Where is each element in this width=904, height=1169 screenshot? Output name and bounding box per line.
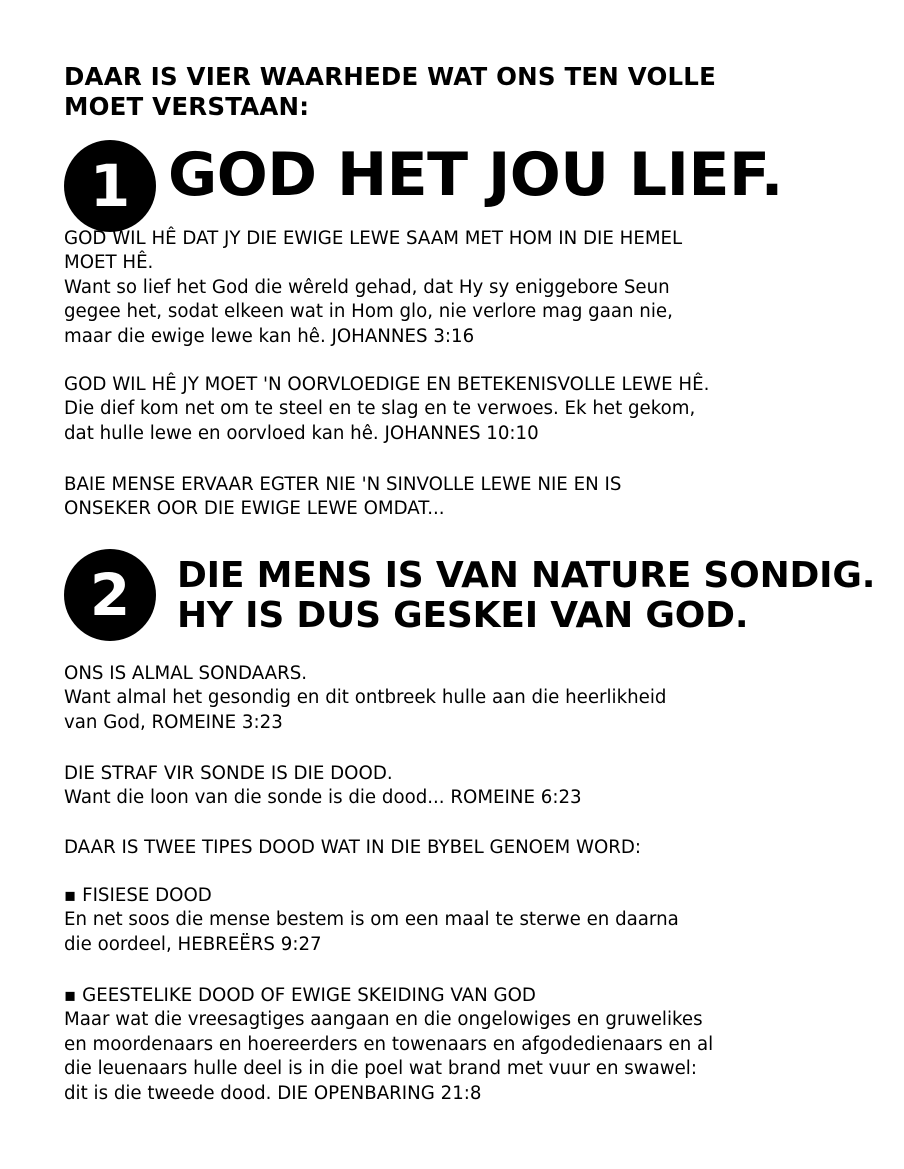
section-line: MOET HÊ. [64, 252, 154, 274]
section-line: Want almal het gesondig en dit ontbreek hulle aan die heerlikheid [64, 687, 667, 709]
section-line: En net soos die mense bestem is om een maal te sterwe en daarna [64, 909, 679, 931]
section-physical-death [64, 884, 679, 957]
section-line: dit is die tweede dood. DIE OPENBARING 21:8 [64, 1082, 482, 1104]
point-2-heading-line: DIE MENS IS VAN NATURE SONDIG. [177, 555, 876, 596]
section-line: Die dief kom net om te steel en te slag en te verwoes. Ek het gekom, [64, 398, 696, 420]
point-2-heading-line: HY IS DUS GESKEI VAN GOD. [177, 595, 749, 636]
section-line: Want die loon van die sonde is die dood... ROMEINE 6:23 [64, 787, 582, 809]
section-line: DIE STRAF VIR SONDE IS DIE DOOD. [64, 763, 393, 784]
section-transition [64, 473, 621, 522]
section-spiritual-death [64, 984, 713, 1106]
point-1-heading: GOD HET JOU LIEF. [168, 140, 783, 210]
section-line: BAIE MENSE ERVAAR EGTER NIE 'N SINVOLLE LEWE NIE EN IS [64, 474, 622, 495]
section-line: ONS IS ALMAL SONDAARS. [64, 663, 308, 684]
number-badge-1 [64, 140, 156, 232]
section-two-types [64, 836, 641, 860]
bullet-heading: ▪ FISIESE DOOD [64, 885, 212, 906]
intro-line: DAAR IS VIER WAARHEDE WAT ONS TEN VOLLE [64, 62, 717, 91]
point-2-heading [177, 556, 875, 636]
section-penalty-death [64, 762, 582, 811]
section-all-sinners [64, 662, 666, 735]
section-line: die leuenaars hulle deel is in die poel wat brand met vuur en swawel: [64, 1058, 697, 1080]
section-line: Maar wat die vreesagtiges aangaan en die ongelowiges en gruwelikes [64, 1009, 703, 1031]
section-god-wants-eternal-life [64, 227, 682, 349]
bullet-heading: ▪ GEESTELIKE DOOD OF EWIGE SKEIDING VAN GOD [64, 985, 536, 1006]
number-badge-2 [64, 549, 156, 641]
section-line: DAAR IS TWEE TIPES DOOD WAT IN DIE BYBEL GENOEM WORD: [64, 837, 642, 858]
section-line: die oordeel, HEBREËRS 9:27 [64, 933, 322, 955]
section-line: en moordenaars en hoereerders en towenaars en afgodedienaars en al [64, 1033, 714, 1055]
section-line: GOD WIL HÊ DAT JY DIE EWIGE LEWE SAAM MET HOM IN DIE HEMEL [64, 228, 683, 249]
section-line: dat hulle lewe en oorvloed kan hê. JOHANNES 10:10 [64, 422, 539, 444]
intro-heading [64, 62, 716, 122]
section-abundant-life [64, 373, 709, 446]
number-badge-label: 1 [89, 152, 131, 220]
section-line: maar die ewige lewe kan hê. JOHANNES 3:16 [64, 325, 475, 347]
section-line: GOD WIL HÊ JY MOET 'N OORVLOEDIGE EN BETEKENISVOLLE LEWE HÊ. [64, 374, 710, 395]
section-line: ONSEKER OOR DIE EWIGE LEWE OMDAT... [64, 498, 445, 520]
section-line: Want so lief het God die wêreld gehad, dat Hy sy eniggebore Seun [64, 276, 670, 298]
intro-line: MOET VERSTAAN: [64, 92, 310, 121]
section-line: van God, ROMEINE 3:23 [64, 711, 283, 733]
number-badge-label: 2 [89, 561, 131, 629]
section-line: gegee het, sodat elkeen wat in Hom glo, nie verlore mag gaan nie, [64, 301, 673, 323]
